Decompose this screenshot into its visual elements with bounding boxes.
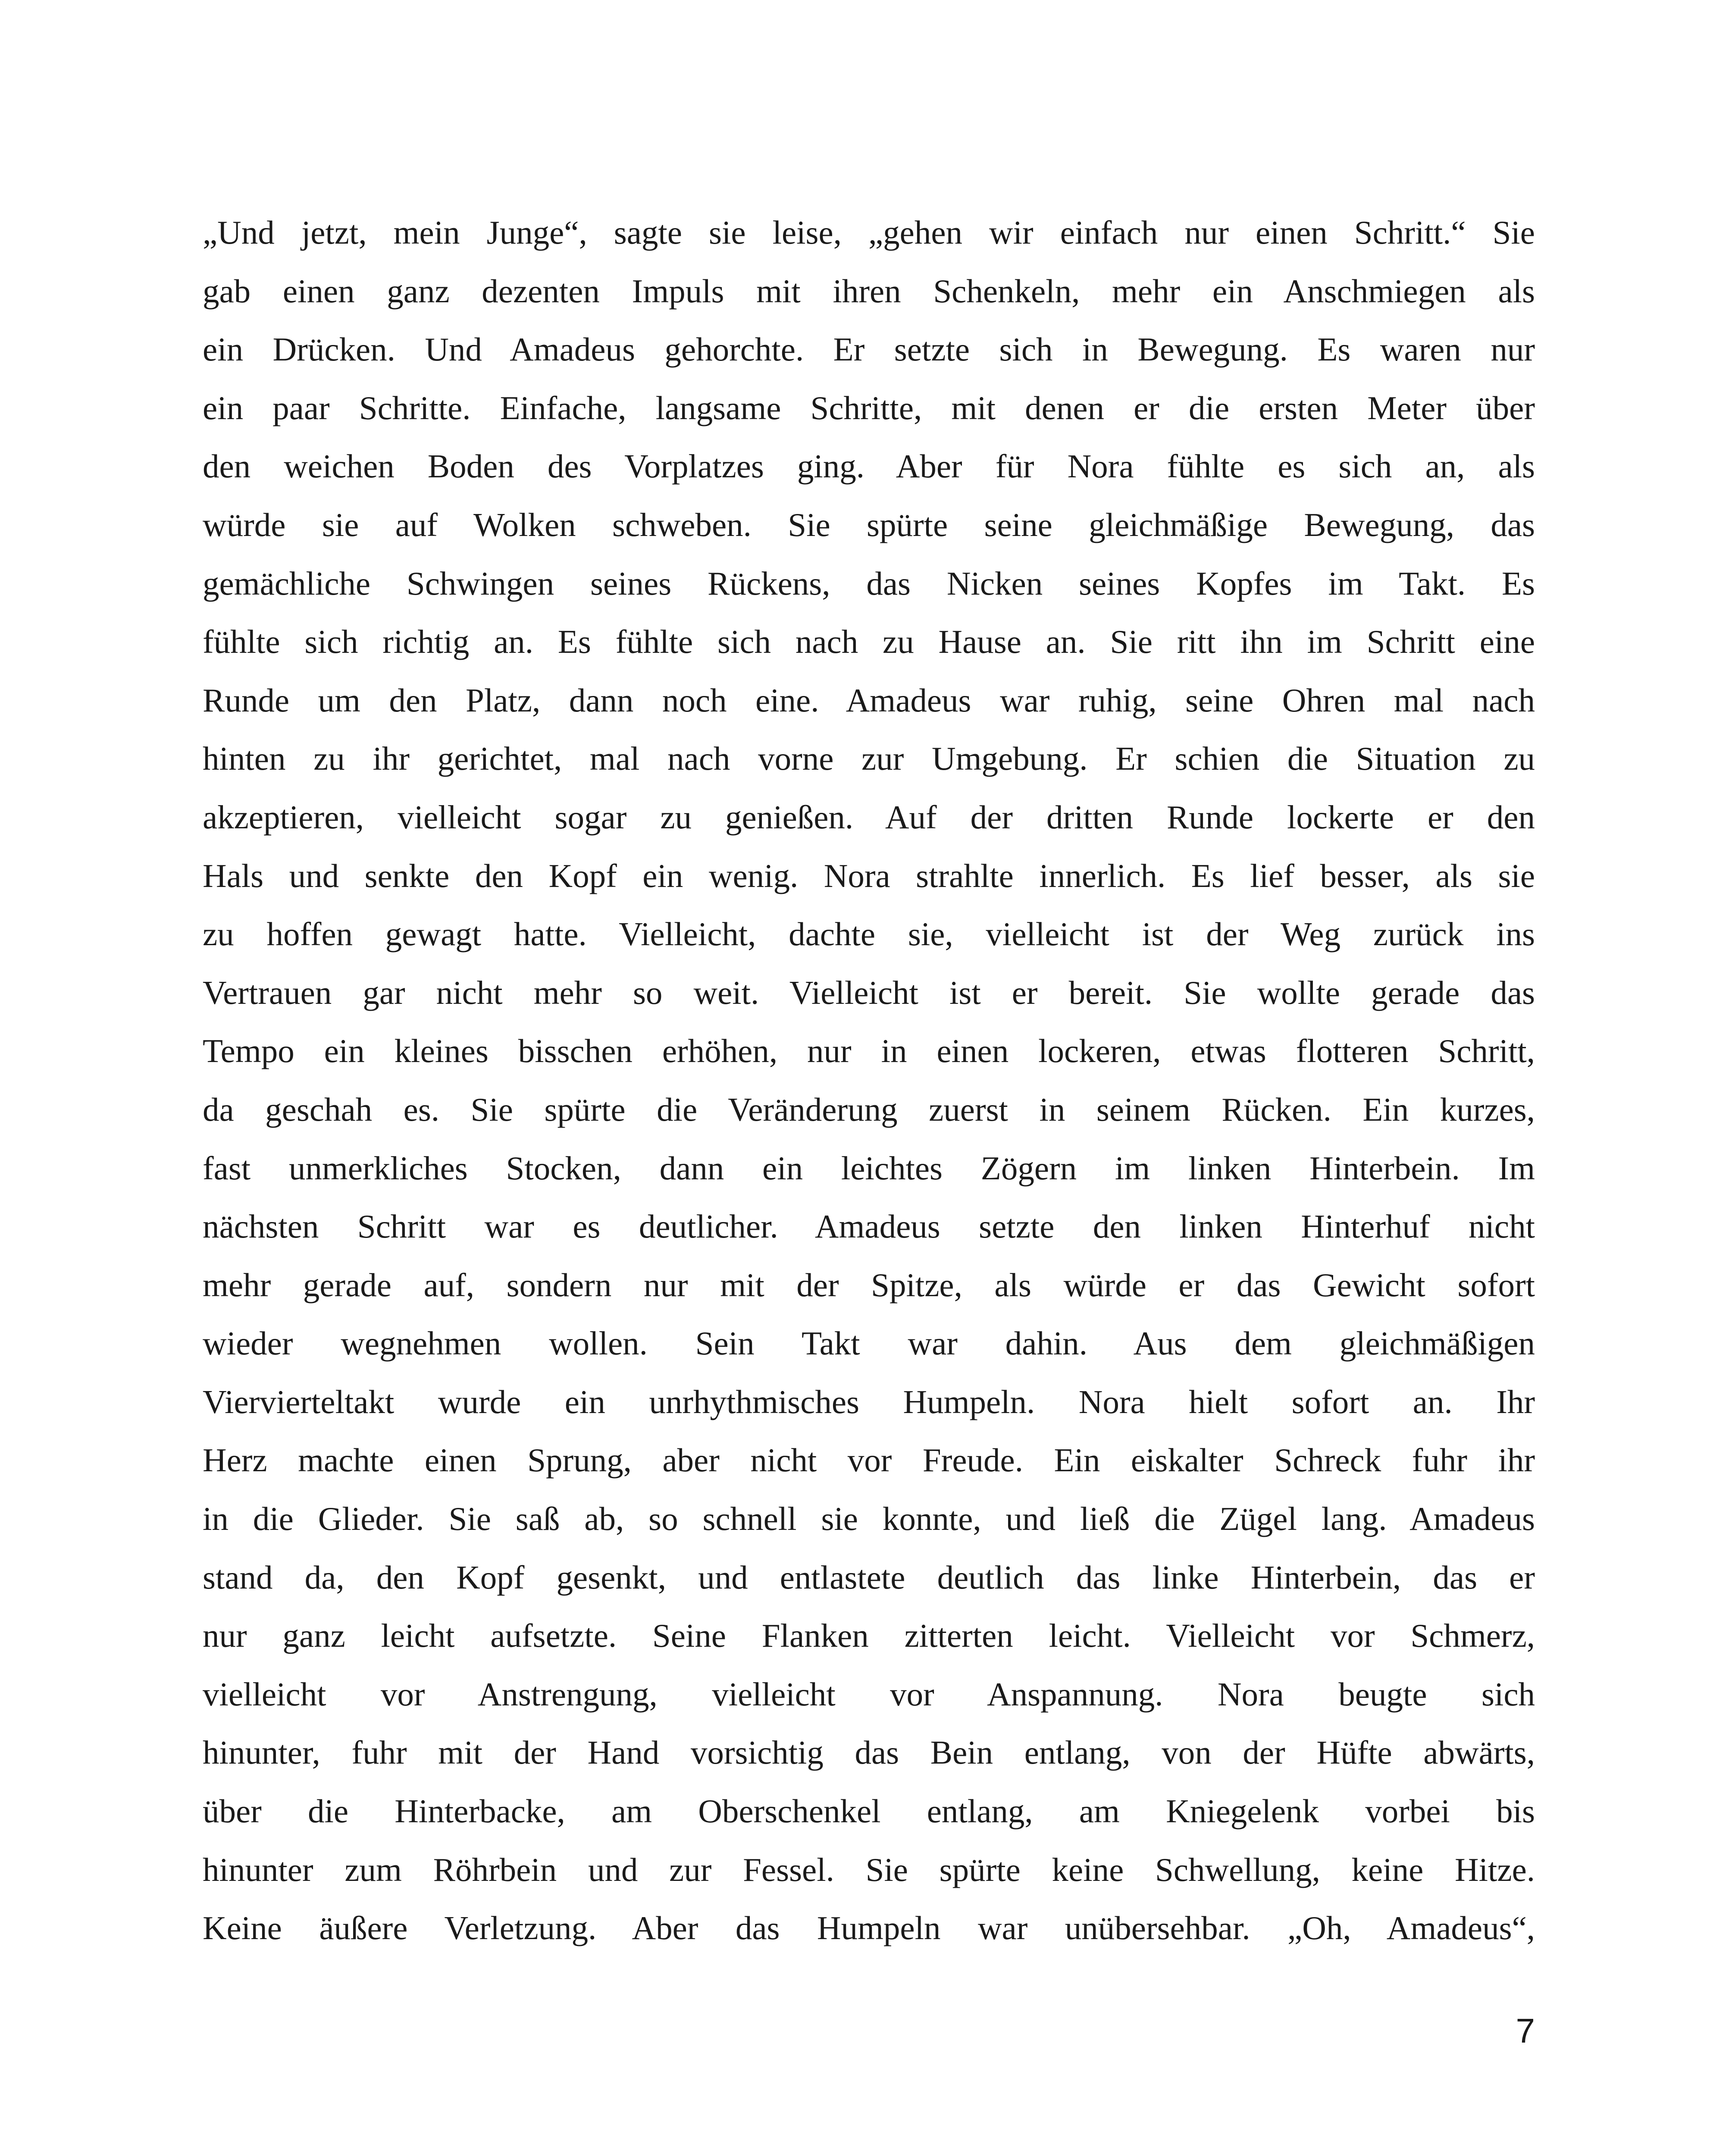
text-line: Keine äußere Verletzung. Aber das Humpeln war unübersehbar. „Oh, Amadeus“, <box>203 1909 1535 1947</box>
text-line: akzeptieren, vielleicht sogar zu genießen. Auf der dritten Runde lockerte er den <box>203 798 1535 836</box>
text-line: wieder wegnehmen wollen. Sein Takt war dahin. Aus dem gleichmäßigen <box>203 1325 1535 1362</box>
text-line: über die Hinterbacke, am Oberschenkel entlang, am Kniegelenk vorbei bis <box>203 1792 1535 1830</box>
text-line: nächsten Schritt war es deutlicher. Amadeus setzte den linken Hinterhuf nicht <box>203 1208 1535 1245</box>
text-line: stand da, den Kopf gesenkt, und entlastete deutlich das linke Hinterbein, das er <box>203 1558 1535 1596</box>
text-line: fühlte sich richtig an. Es fühlte sich nach zu Hause an. Sie ritt ihn im Schritt eine <box>203 623 1535 661</box>
text-line: den weichen Boden des Vorplatzes ging. Aber für Nora fühlte es sich an, als <box>203 448 1535 485</box>
page-number: 7 <box>1516 2012 1535 2050</box>
text-line: hinunter zum Röhrbein und zur Fessel. Sie spürte keine Schwellung, keine Hitze. <box>203 1851 1535 1888</box>
body-text <box>203 204 1535 1958</box>
text-line: ein Drücken. Und Amadeus gehorchte. Er setzte sich in Bewegung. Es waren nur <box>203 331 1535 368</box>
text-line: Viervierteltakt wurde ein unrhythmisches Humpeln. Nora hielt sofort an. Ihr <box>203 1383 1535 1420</box>
text-line: vielleicht vor Anstrengung, vielleicht vor Anspannung. Nora beugte sich <box>203 1675 1535 1713</box>
text-line: zu hoffen gewagt hatte. Vielleicht, dachte sie, vielleicht ist der Weg zurück ins <box>203 915 1535 953</box>
text-line: hinten zu ihr gerichtet, mal nach vorne zur Umgebung. Er schien die Situation zu <box>203 740 1535 777</box>
text-line: gemächliche Schwingen seines Rückens, das Nicken seines Kopfes im Takt. Es <box>203 564 1535 602</box>
text-line: Hals und senkte den Kopf ein wenig. Nora strahlte innerlich. Es lief besser, als sie <box>203 857 1535 894</box>
text-line: nur ganz leicht aufsetzte. Seine Flanken zitterten leicht. Vielleicht vor Schmerz, <box>203 1617 1535 1655</box>
text-line: mehr gerade auf, sondern nur mit der Spitze, als würde er das Gewicht sofort <box>203 1266 1535 1304</box>
text-line: da geschah es. Sie spürte die Veränderung zuerst in seinem Rücken. Ein kurzes, <box>203 1091 1535 1128</box>
text-line: Tempo ein kleines bisschen erhöhen, nur in einen lockeren, etwas flotteren Schritt, <box>203 1032 1535 1070</box>
text-line: „Und jetzt, mein Junge“, sagte sie leise, „gehen wir einfach nur einen Schritt.“ Sie <box>203 214 1535 251</box>
text-line: fast unmerkliches Stocken, dann ein leichtes Zögern im linken Hinterbein. Im <box>203 1149 1535 1187</box>
text-line: würde sie auf Wolken schweben. Sie spürte seine gleichmäßige Bewegung, das <box>203 506 1535 543</box>
text-line: hinunter, fuhr mit der Hand vorsichtig das Bein entlang, von der Hüfte abwärts, <box>203 1734 1535 1771</box>
text-line: gab einen ganz dezenten Impuls mit ihren Schenkeln, mehr ein Anschmiegen als <box>203 272 1535 310</box>
text-line: ein paar Schritte. Einfache, langsame Schritte, mit denen er die ersten Meter über <box>203 389 1535 426</box>
text-line: Herz machte einen Sprung, aber nicht vor Freude. Ein eiskalter Schreck fuhr ihr <box>203 1442 1535 1479</box>
text-line: Runde um den Platz, dann noch eine. Amadeus war ruhig, seine Ohren mal nach <box>203 681 1535 719</box>
text-line: Vertrauen gar nicht mehr so weit. Vielleicht ist er bereit. Sie wollte gerade das <box>203 974 1535 1011</box>
text-line: in die Glieder. Sie saß ab, so schnell sie konnte, und ließ die Zügel lang. Amadeus <box>203 1500 1535 1538</box>
